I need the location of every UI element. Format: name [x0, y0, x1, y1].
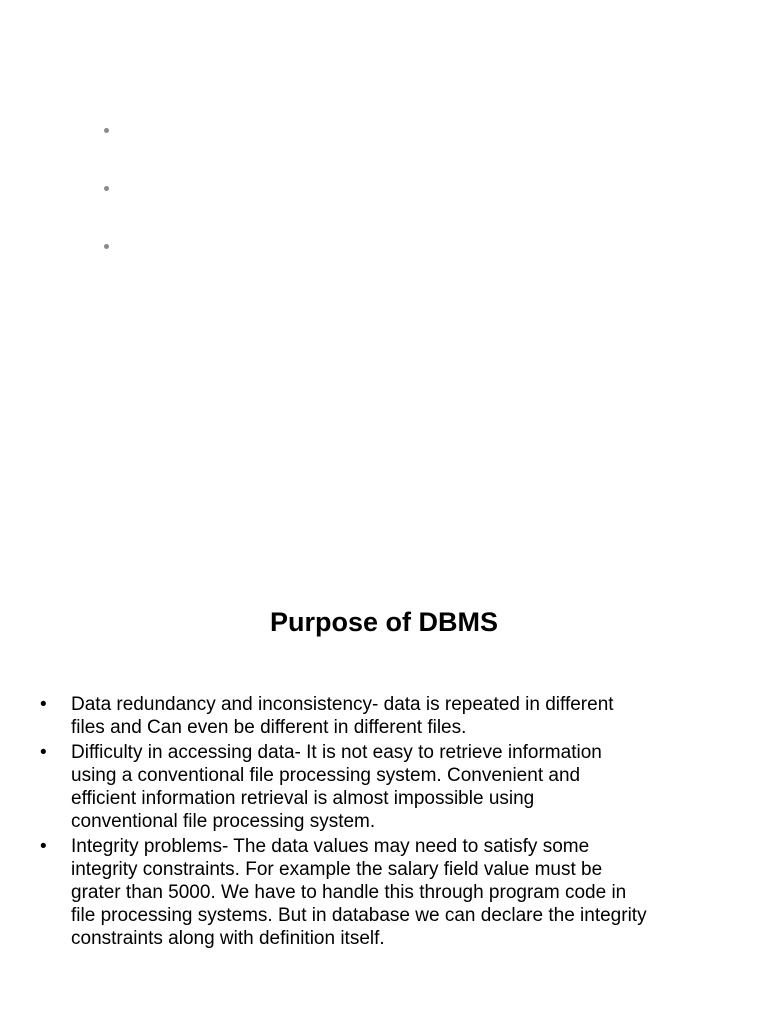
bullet-marker: •: [40, 694, 47, 715]
bullet-text: Difficulty in accessing data- It is not easy to retrieve information using a conventional file processing system. Convenient and efficient information retrieval is almost impossible using conventional file processing system.: [71, 742, 602, 832]
bullet-text: Data redundancy and inconsistency- data is repeated in different files and Can even be different in different files.: [71, 694, 614, 738]
slide-title: Purpose of DBMS: [269, 607, 498, 637]
bullet-text: Integrity problems- The data values may need to satisfy some integrity constraints. For example the salary field value must be grater than 5000. We have to handle this through program code in file processing systems. But in database we can declare the integrity constraints along with definition itself.: [71, 836, 647, 949]
bullet-marker: •: [40, 742, 47, 763]
bullet-marker: •: [40, 836, 47, 857]
bullet-item-integrity-problems: [40, 835, 730, 950]
empty-bullet-point: [104, 186, 109, 191]
bullet-list: [40, 693, 730, 952]
bullet-item-data-redundancy: [40, 693, 730, 739]
bullet-item-difficulty-accessing: [40, 741, 730, 833]
empty-bullet-point: [104, 128, 109, 133]
empty-bullet-list: [104, 128, 109, 302]
empty-bullet-point: [104, 244, 109, 249]
